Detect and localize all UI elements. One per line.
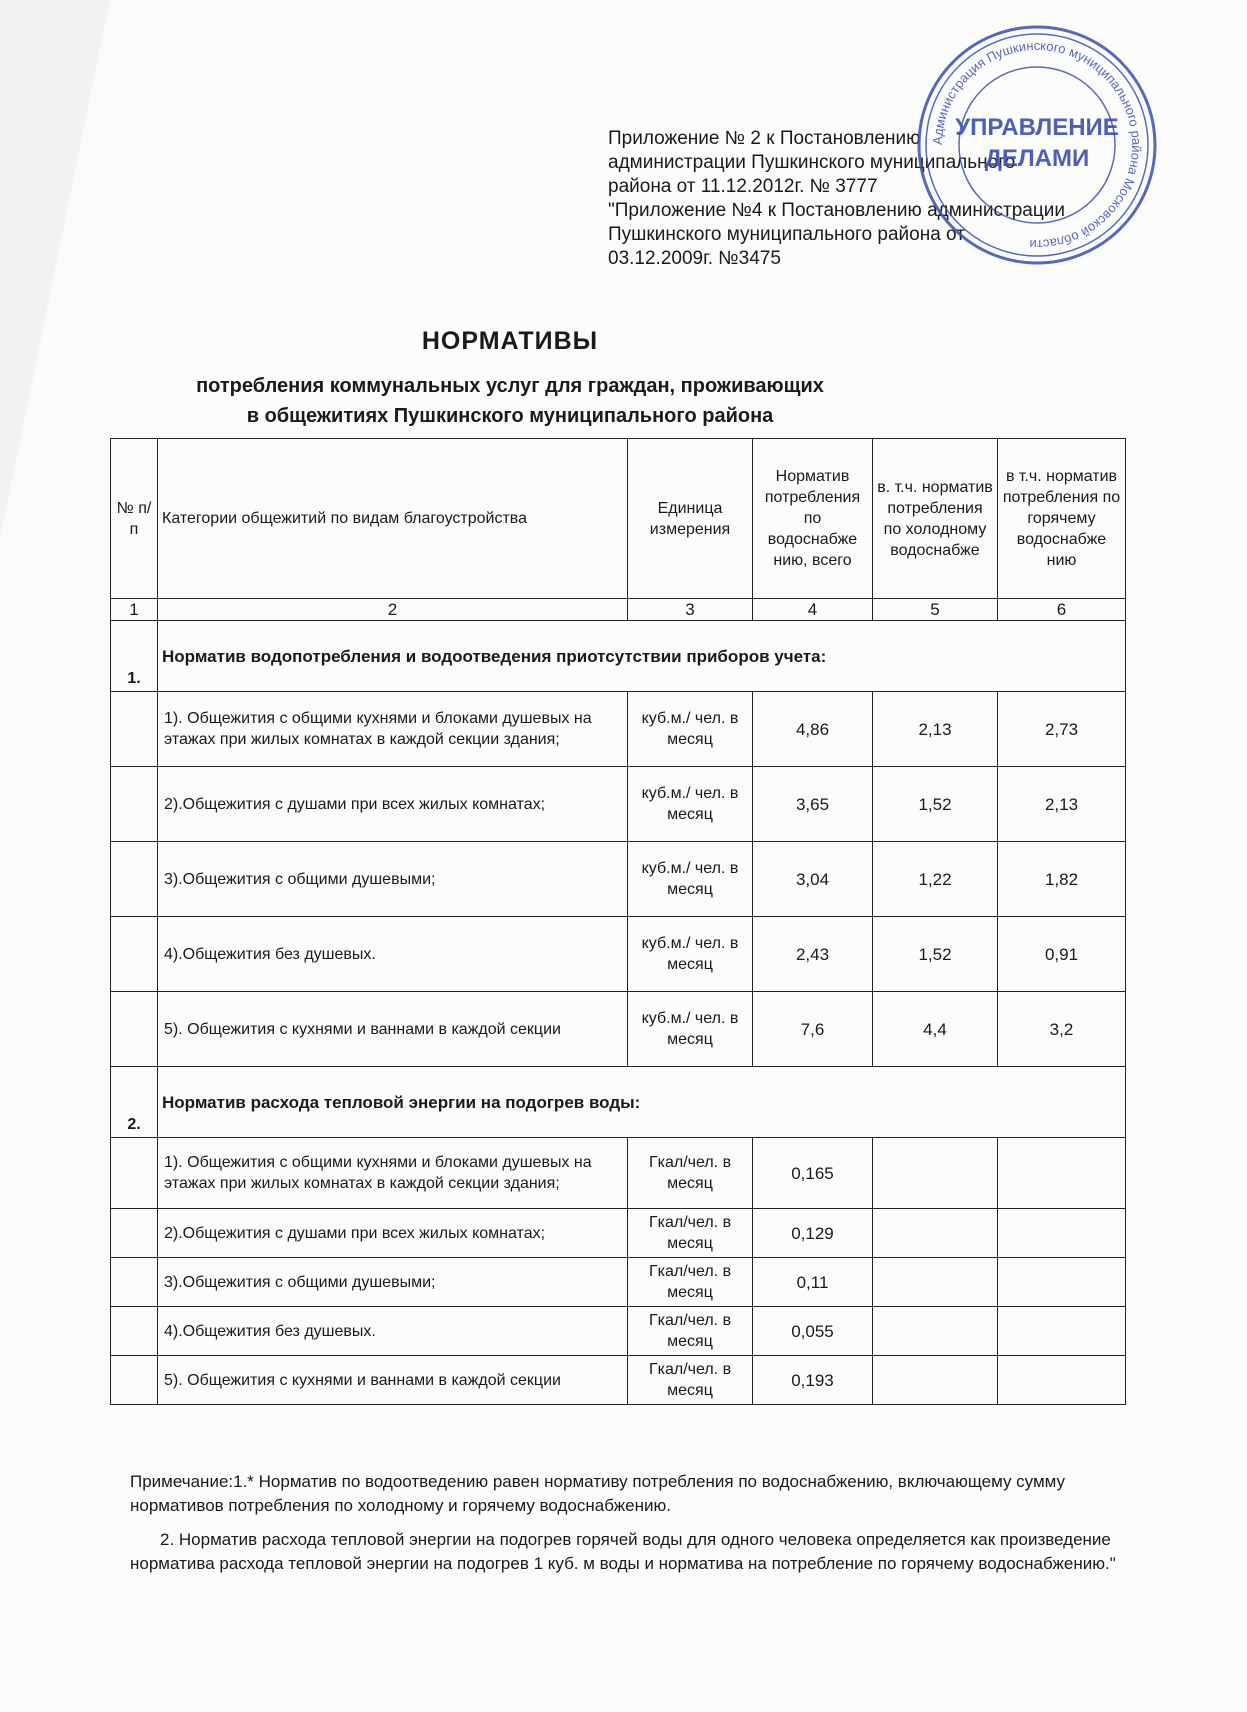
category-cell: 2).Общежития с душами при всех жилых комнатах;	[158, 767, 628, 842]
unit-cell: Гкал/чел. в месяц	[628, 1307, 753, 1356]
cold-value: 2,13	[873, 692, 998, 767]
attachment-line: "Приложение №4 к Постановлению администрации	[608, 200, 1065, 221]
unit-cell: куб.м./ чел. в месяц	[628, 992, 753, 1067]
header-cell: в т.ч. норматив потребления по горячему водоснабже нию	[998, 439, 1126, 599]
attachment-line: 03.12.2009г. №3475	[608, 248, 781, 269]
category-cell: 3).Общежития с общими душевыми;	[158, 842, 628, 917]
stamp-center-line: УПРАВЛЕНИЕ	[955, 114, 1119, 141]
notes-block	[130, 1470, 1140, 1586]
attachment-line: администрации Пушкинского муниципального	[608, 152, 1016, 173]
column-number: 1	[111, 599, 158, 621]
attachment-line: Приложение № 2 к Постановлению	[608, 128, 921, 149]
total-value: 3,65	[753, 767, 873, 842]
header-cell: Норматив потребления по водоснабже нию, всего	[753, 439, 873, 599]
attachment-line: Пушкинского муниципального района от	[608, 224, 965, 245]
cold-value: 1,52	[873, 767, 998, 842]
total-value: 2,43	[753, 917, 873, 992]
document-title: НОРМАТИВЫ	[421, 327, 599, 355]
table-row	[111, 692, 1126, 767]
unit-cell: куб.м./ чел. в месяц	[628, 692, 753, 767]
unit-cell: куб.м./ чел. в месяц	[628, 842, 753, 917]
category-cell: 1). Общежития с общими кухнями и блоками душевых на этажах при жилых комнатах в каждой секции здания;	[158, 692, 628, 767]
hot-value: 2,73	[998, 692, 1126, 767]
hot-value: 3,2	[998, 992, 1126, 1067]
column-number: 5	[873, 599, 998, 621]
unit-cell: Гкал/чел. в месяц	[628, 1258, 753, 1307]
document-subtitle: в общежитиях Пушкинского муниципального района	[246, 405, 774, 427]
section-number: 2.	[111, 1067, 158, 1138]
hot-value: 1,82	[998, 842, 1126, 917]
table-row	[111, 1138, 1126, 1209]
note-text: 2. Норматив расхода тепловой энергии на подогрев горячей воды для одного человека определяется как произведение норматива расхода тепловой энергии на подогрев 1 куб. м воды и норматива на потребление по горячему водоснабжению."	[130, 1530, 1116, 1573]
cold-value: 4,4	[873, 992, 998, 1067]
table-row	[111, 842, 1126, 917]
table-header-row	[111, 439, 1126, 599]
attachment-line: района от 11.12.2012г. № 3777	[608, 176, 878, 197]
section-row	[111, 621, 1126, 692]
table-row	[111, 1209, 1126, 1258]
hot-value: 0,91	[998, 917, 1126, 992]
cold-value: 1,22	[873, 842, 998, 917]
header-cell: в. т.ч. норматив потребления по холодному водоснабже	[873, 439, 998, 599]
unit-cell: Гкал/чел. в месяц	[628, 1356, 753, 1405]
table-row	[111, 1307, 1126, 1356]
table-row	[111, 1356, 1126, 1405]
total-value: 0,165	[753, 1138, 873, 1209]
total-value: 0,193	[753, 1356, 873, 1405]
column-number: 3	[628, 599, 753, 621]
total-value: 0,129	[753, 1209, 873, 1258]
section-label: Норматив водопотребления и водоотведения приотсутствии приборов учета:	[158, 621, 1126, 692]
unit-cell: куб.м./ чел. в месяц	[628, 767, 753, 842]
table-row	[111, 767, 1126, 842]
total-value: 7,6	[753, 992, 873, 1067]
total-value: 0,11	[753, 1258, 873, 1307]
table-row	[111, 917, 1126, 992]
hot-value: 2,13	[998, 767, 1126, 842]
note-text: Примечание:1.* Норматив по водоотведению равен нормативу потребления по водоснабжению, включающему сумму нормативов потребления по холодному и горячему водоснабжению.	[130, 1472, 1066, 1515]
unit-cell: куб.м./ чел. в месяц	[628, 917, 753, 992]
column-number: 4	[753, 599, 873, 621]
category-cell: 1). Общежития с общими кухнями и блоками душевых на этажах при жилых комнатах в каждой секции здания;	[158, 1138, 628, 1209]
header-cell: Категории общежитий по видам благоустройства	[158, 439, 628, 599]
norms-table	[110, 438, 1126, 1405]
column-number: 2	[158, 599, 628, 621]
section-number: 1.	[111, 621, 158, 692]
section-row	[111, 1067, 1126, 1138]
total-value: 4,86	[753, 692, 873, 767]
document-subtitle: потребления коммунальных услуг для граждан, проживающих	[196, 375, 824, 397]
stamp-ring-text: Администрация Пушкинского муниципального района Московской области	[929, 37, 1145, 253]
column-numbers-row	[111, 599, 1126, 621]
official-stamp-seal	[912, 20, 1162, 270]
stamp-center-line: ДЕЛАМИ	[984, 145, 1090, 172]
header-cell: № п/п	[111, 439, 158, 599]
category-cell: 4).Общежития без душевых.	[158, 917, 628, 992]
cold-value: 1,52	[873, 917, 998, 992]
section-label: Норматив расхода тепловой энергии на подогрев воды:	[158, 1067, 1126, 1138]
table-row	[111, 992, 1126, 1067]
total-value: 3,04	[753, 842, 873, 917]
table-row	[111, 1258, 1126, 1307]
category-cell: 5). Общежития с кухнями и ваннами в каждой секции	[158, 1356, 628, 1405]
category-cell: 2).Общежития с душами при всех жилых комнатах;	[158, 1209, 628, 1258]
category-cell: 3).Общежития с общими душевыми;	[158, 1258, 628, 1307]
page-fold-shadow	[0, 0, 110, 540]
total-value: 0,055	[753, 1307, 873, 1356]
unit-cell: Гкал/чел. в месяц	[628, 1138, 753, 1209]
column-number: 6	[998, 599, 1126, 621]
unit-cell: Гкал/чел. в месяц	[628, 1209, 753, 1258]
header-cell: Единица измерения	[628, 439, 753, 599]
category-cell: 4).Общежития без душевых.	[158, 1307, 628, 1356]
category-cell: 5). Общежития с кухнями и ваннами в каждой секции	[158, 992, 628, 1067]
